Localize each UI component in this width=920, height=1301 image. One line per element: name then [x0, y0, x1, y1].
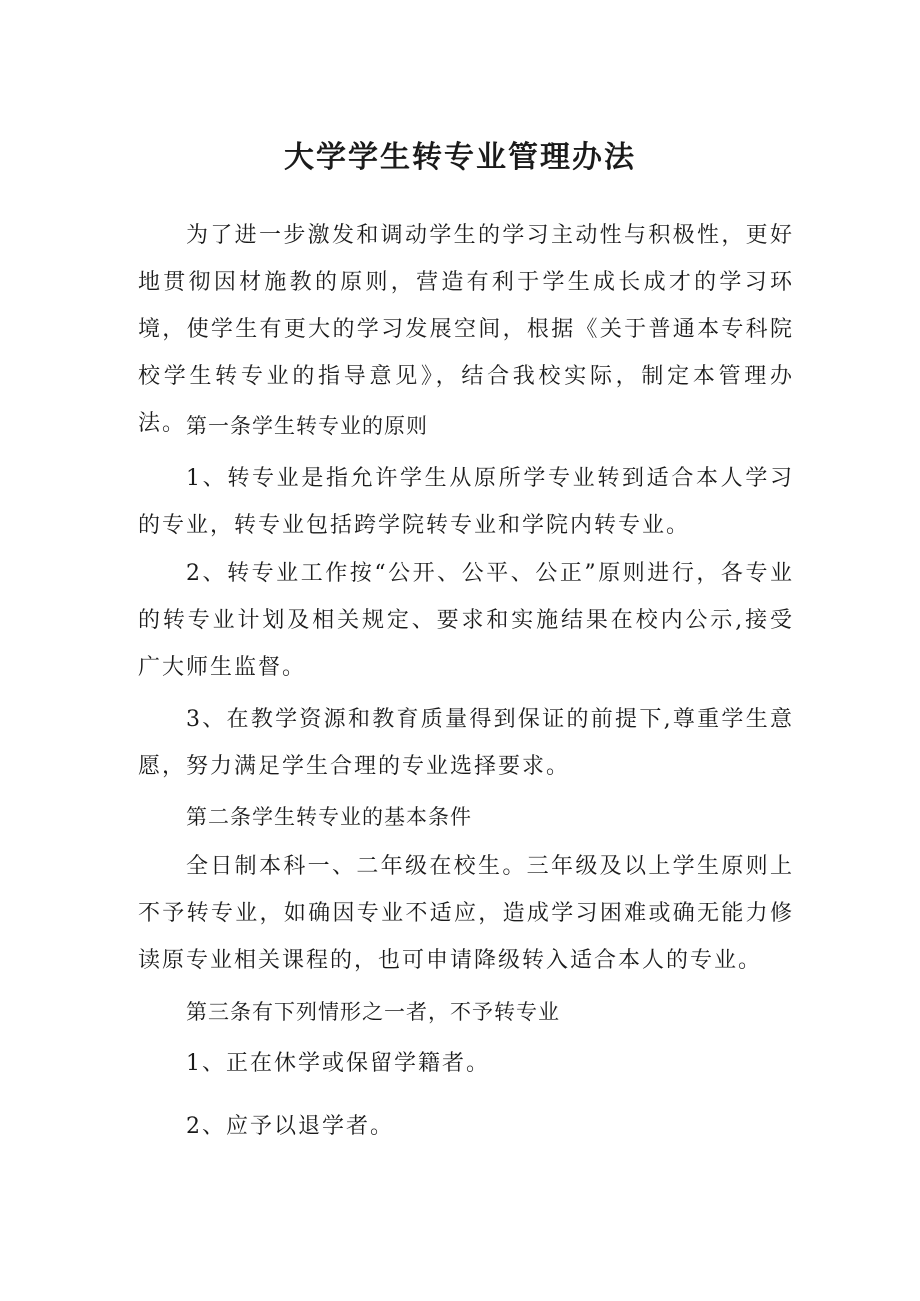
article-1-item-1: 1、转专业是指允许学生从原所学专业转到适合本人学习的专业，转专业包括跨学院转专业和学院内转专业。 — [138, 466, 794, 538]
document-title: 大学学生转专业管理办法 — [284, 140, 636, 175]
article-1-heading: 第一条学生转专业的原则 — [186, 414, 428, 438]
article-1-item-3: 3、在教学资源和教育质量得到保证的前提下,尊重学生意愿，努力满足学生合理的专业选择要求。 — [138, 707, 794, 779]
article-2-body: 全日制本科一、二年级在校生。三年级及以上学生原则上不予转专业，如确因专业不适应，造成学习困难或确无能力修读原专业相关课程的，也可申请降级转入适合本人的专业。 — [138, 854, 794, 973]
article-3-item-2: 2、应予以退学者。 — [186, 1114, 394, 1139]
article-1-item-2: 2、转专业工作按“公开、公平、公正”原则进行，各专业的转专业计划及相关规定、要求和实施结果在校内公示,接受广大师生监督。 — [138, 561, 794, 680]
article-3-item-1: 1、正在休学或保留学籍者。 — [186, 1051, 490, 1076]
article-2-heading: 第二条学生转专业的基本条件 — [186, 805, 472, 829]
article-3-heading: 第三条有下列情形之一者，不予转专业 — [186, 1000, 560, 1024]
intro-paragraph: 为了进一步激发和调动学生的学习主动性与积极性，更好地贯彻因材施教的原则，营造有利于学生成长成才的学习环境，使学生有更大的学习发展空间，根据《关于普通本专科院校学生转专业的指导意见》，结合我校实际，制定本管理办法。 — [138, 223, 794, 436]
